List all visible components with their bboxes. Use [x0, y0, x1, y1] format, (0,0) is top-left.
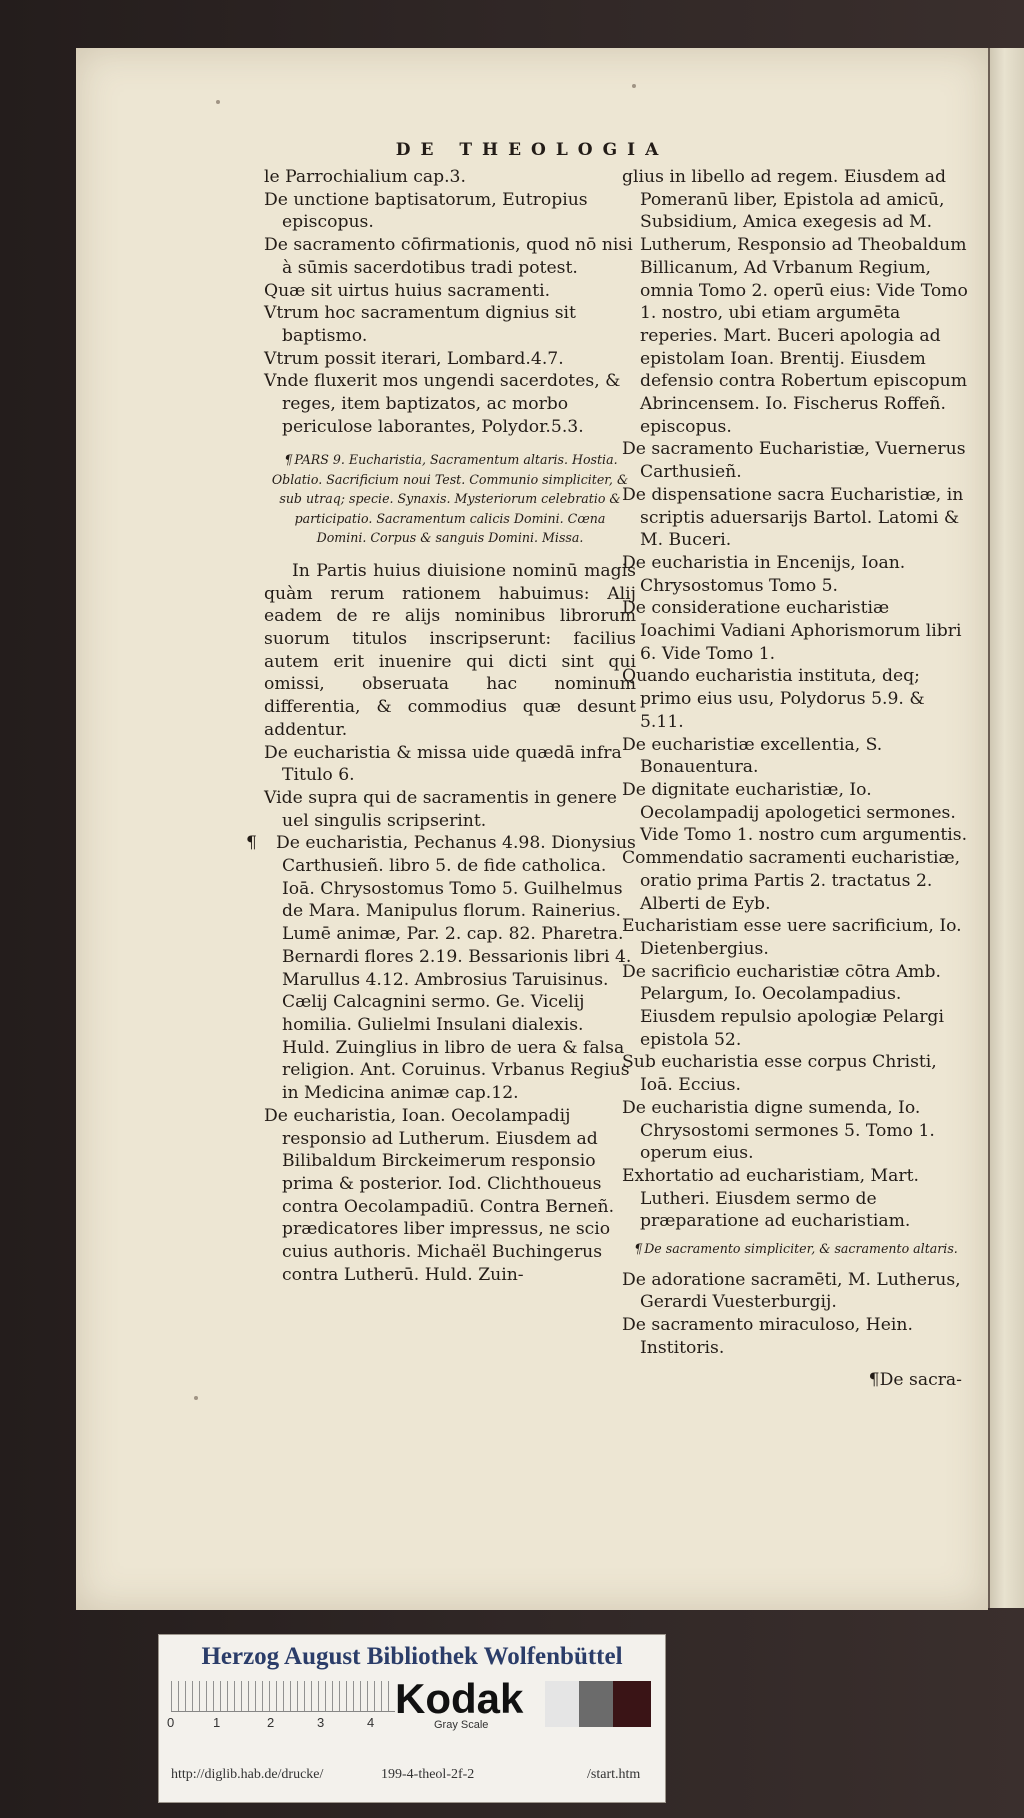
right-column — [622, 166, 968, 1392]
gray-scale-ruler — [171, 1681, 395, 1712]
entry: ¶ De eucharistia, Pechanus 4.98. Dionysius Carthusieñ. libro 5. de fide catholica. Ioā. Chrysostomus Tomo 5. Guilhelmus de Mara. Manipulus florum. Rainerius. Lumē animæ, Par. 2. cap. 82. Pharetra. Bernardi flores 2.19. Bessarionis libri 4. Marullus 4.12. Ambrosius Taruisinus. Cælij Calcagnini sermo. Ge. Vicelij homilia. Gulielmi Insulani dialexis. Huld. Zuinglius in libro de uera & falsa religion. Ant. Coruinus. Vrbanus Regius in Medicina animæ cap.12. — [246, 833, 636, 1104]
entry: Vnde fluxerit mos ungendi sacerdotes, & reges, item baptizatos, ac morbo periculose laborantes, Polydor.5.3. — [264, 371, 621, 437]
entry: De dispensatione sacra Eucharistiæ, in scriptis aduersarijs Bartol. Latomi & M. Buceri. — [622, 484, 964, 551]
ruler-number: 2 — [267, 1715, 275, 1730]
entry: De adoratione sacramēti, M. Lutherus, Gerardi Vuesterburgij. — [622, 1269, 961, 1313]
entry: De eucharistia in Encenijs, Ioan. Chrysostomus Tomo 5. — [622, 552, 906, 596]
section-heading-pars-9: ¶ PARS 9. Eucharistia, Sacramentum altaris. Hostia. Oblatio. Sacrificium noui Test. Communio simpliciter, & sub utraq; specie. Synaxis. Mysteriorum celebratio & participatio. Sacramentum calicis Domini. Cœna Domini. Corpus & sanguis Domini. Missa. — [271, 452, 629, 546]
ruler-number: 1 — [213, 1715, 221, 1730]
url-base: http://diglib.hab.de/drucke/ — [171, 1767, 324, 1782]
ruler-number: 4 — [367, 1715, 375, 1730]
entry: De eucharistia, Ioan. Oecolampadij responsio ad Lutherum. Eiusdem ad Bilibaldum Birckeimerum responsio prima & posterior. Iod. Clichthoueus contra Oecolampadiū. Contra Berneñ. prædicatores liber impressus, ne scio cuius authoris. Michaël Buchingerus contra Lutherū. Huld. Zuin- — [264, 1105, 615, 1285]
entry: Eucharistiam esse uere sacrificium, Io. Dietenbergius. — [622, 916, 962, 959]
page-speck — [632, 84, 636, 88]
gray-swatches — [545, 1681, 651, 1727]
library-scan-label — [158, 1634, 666, 1803]
library-name: Herzog August Bibliothek Wolfenbüttel — [201, 1643, 623, 1670]
entry: glius in libello ad regem. Eiusdem ad Pomeranū liber, Epistola ad amicū, Subsidium, Amica exegesis ad M. Lutherum, Responsio ad Theobaldum Billicanum, Ad Vrbanum Regium, omnia Tomo 2. operū eius: Vide Tomo 1. nostro, ubi etiam argumēta reperies. Mart. Buceri apologia ad epistolam Ioan. Brentij. Eiusdem defensio contra Robertum episcopum Abrincensem. Io. Fischerus Roffeñ. episcopus. — [622, 167, 968, 437]
entry: De eucharistia & missa uide quædā infra Titulo 6. — [264, 742, 622, 786]
url-id: 199-4-theol-2f-2 — [381, 1767, 475, 1782]
entry: De eucharistia digne sumenda, Io. Chrysostomi sermones 5. Tomo 1. operum eius. — [622, 1097, 935, 1164]
entry: le Parrochialium cap.3. — [264, 167, 466, 187]
entry: Vide supra qui de sacramentis in genere uel singulis scripserint. — [264, 787, 617, 831]
entry: Sub eucharistia esse corpus Christi, Ioā. Eccius. — [622, 1052, 937, 1096]
entry: De sacramento Eucharistiæ, Vuernerus Carthusieñ. — [622, 439, 966, 483]
entry: De eucharistiæ excellentia, S. Bonauentura. — [622, 734, 883, 778]
url-page: /start.htm — [587, 1767, 641, 1782]
swatch-light — [545, 1681, 579, 1727]
ruler-number: 3 — [317, 1715, 325, 1730]
entry: De sacramento miraculoso, Hein. Institoris. — [622, 1314, 913, 1358]
entry: Commendatio sacramenti eucharistiæ, oratio prima Partis 2. tractatus 2. Alberti de Eyb. — [622, 848, 961, 914]
entry: Vtrum possit iterari, Lombard.4.7. — [264, 348, 564, 369]
section-intro-paragraph: In Partis huius diuisione nominū magis quàm rerum rationem habuimus: Alij eadem de re alijs nominibus librorum suorum titulos inscripserunt: facilius autem erit inuenire qui dicti sint qui omissi, obseruata hac nominum differentia, & commodius quæ desunt addentur. — [264, 560, 636, 740]
ruler-number: 0 — [167, 1715, 175, 1730]
catchword: ¶De sacra- — [868, 1370, 962, 1391]
left-column — [246, 166, 636, 1286]
entry: Quando eucharistia instituta, deq; primo eius usu, Polydorus 5.9. & 5.11. — [622, 666, 925, 732]
pilcrow-icon: ¶ — [246, 833, 257, 854]
swatch-mid — [579, 1681, 613, 1727]
entry: De consideratione eucharistiæ Ioachimi Vadiani Aphorismorum libri 6. Vide Tomo 1. — [622, 598, 962, 664]
book-page — [76, 48, 988, 1610]
entry: Vtrum hoc sacramentum dignius sit baptismo. — [264, 303, 576, 346]
subsection-heading: ¶ De sacramento simpliciter, & sacramento altaris. — [622, 1239, 968, 1259]
page-speck — [216, 100, 220, 104]
entry: De dignitate eucharistiæ, Io. Oecolampadij apologetici sermones. Vide Tomo 1. nostro cum argumentis. — [622, 779, 968, 846]
pilcrow-icon: ¶ — [284, 452, 293, 468]
kodak-logo: Kodak — [395, 1675, 524, 1722]
entry: Exhortatio ad eucharistiam, Mart. Lutheri. Eiusdem sermo de præparatione ad eucharistiam. — [622, 1165, 919, 1232]
page-speck — [194, 1396, 198, 1400]
gray-scale-caption: Gray Scale — [434, 1719, 489, 1731]
pilcrow-icon: ¶ — [634, 1241, 643, 1257]
running-header: DE THEOLOGIA — [395, 140, 669, 160]
next-page-edge — [988, 48, 1024, 1608]
entry: De sacramento cōfirmationis, quod nō nisi à sūmis sacerdotibus tradi potest. — [264, 235, 633, 278]
pilcrow-icon: ¶ — [868, 1370, 880, 1391]
swatch-dark — [613, 1681, 651, 1727]
entry: De sacrificio eucharistiæ cōtra Amb. Pelargum, Io. Oecolampadius. Eiusdem repulsio apologiæ Pelargi epistola 52. — [622, 961, 944, 1050]
entry: De unctione baptisatorum, Eutropius episcopus. — [264, 189, 588, 233]
entry: Quæ sit uirtus huius sacramenti. — [264, 280, 551, 301]
